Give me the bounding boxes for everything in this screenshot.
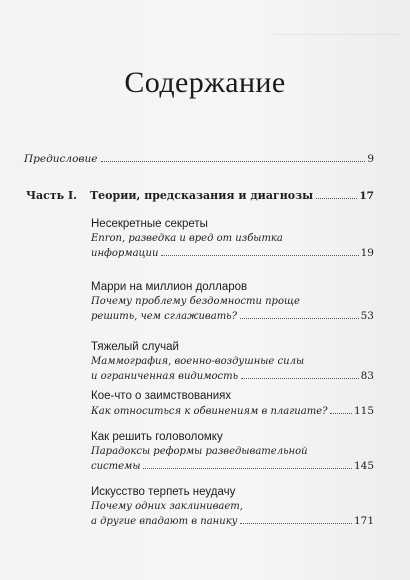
dot-leader [143,468,351,469]
chapter-title: Тяжелый случай [91,341,179,353]
chapter-subtitle-last [91,309,374,324]
chapter-title: Как решить головоломку [91,431,223,443]
chapter-title: Марри на миллион долларов [91,281,248,293]
toc-chapter [91,280,374,324]
toc-entry-part [26,189,374,202]
chapter-subtitle-last [91,246,374,261]
chapter-subtitle: Маммография, военно-воздушные силы [91,356,305,367]
chapter-subtitle: и ограниченная видимость [91,371,239,382]
page-number: 9 [367,153,374,165]
chapter-title: Несекретные секреты [91,218,208,230]
chapter-subtitle-last [91,514,374,529]
chapter-subtitle-last [91,369,374,384]
toc-chapter [91,430,374,474]
chapter-subtitle: Enron, разведка и вред от избытка [91,233,283,244]
toc-entry-preface [24,153,374,165]
dot-leader [316,198,357,199]
toc-chapter [91,485,374,529]
page-number: 115 [353,405,374,417]
preface-label: Предисловие [24,153,98,165]
dot-leader [240,318,359,319]
dot-leader [241,378,359,379]
toc-chapter [91,389,374,419]
chapter-title: Кое-что о заимствованиях [91,390,232,402]
chapter-title: Искусство терпеть неудачу [91,486,236,498]
chapter-subtitle: Почему одних заклинивает, [91,501,243,512]
chapter-subtitle: Как относиться к обвинениям в плагиате? [91,406,328,417]
dot-leader [240,523,351,524]
dot-leader [330,413,351,414]
chapter-subtitle-last [91,459,374,474]
page-number: 17 [359,190,374,202]
chapter-subtitle: а другие впадают в панику [91,516,238,527]
page-number: 145 [353,460,374,472]
chapter-subtitle: решить, чем сглаживать? [91,311,237,322]
chapter-subtitle: информации [91,248,159,259]
page-number: 53 [360,310,374,322]
page-number: 171 [353,515,374,527]
dot-leader [101,161,366,162]
dot-leader [161,255,358,256]
toc-chapter [91,217,374,261]
part-title: Теории, предсказания и диагнозы [90,189,314,202]
chapter-subtitle: системы [91,461,141,472]
part-label: Часть I. [26,189,77,202]
page-number: 19 [360,247,374,259]
chapter-subtitle: Парадоксы реформы разведывательной [91,446,308,457]
chapter-subtitle-last [91,404,374,419]
toc-chapter [91,340,374,384]
page-number: 83 [360,370,374,382]
page-title: Содержание [124,66,286,99]
chapter-subtitle: Почему проблему бездомности проще [91,296,300,307]
